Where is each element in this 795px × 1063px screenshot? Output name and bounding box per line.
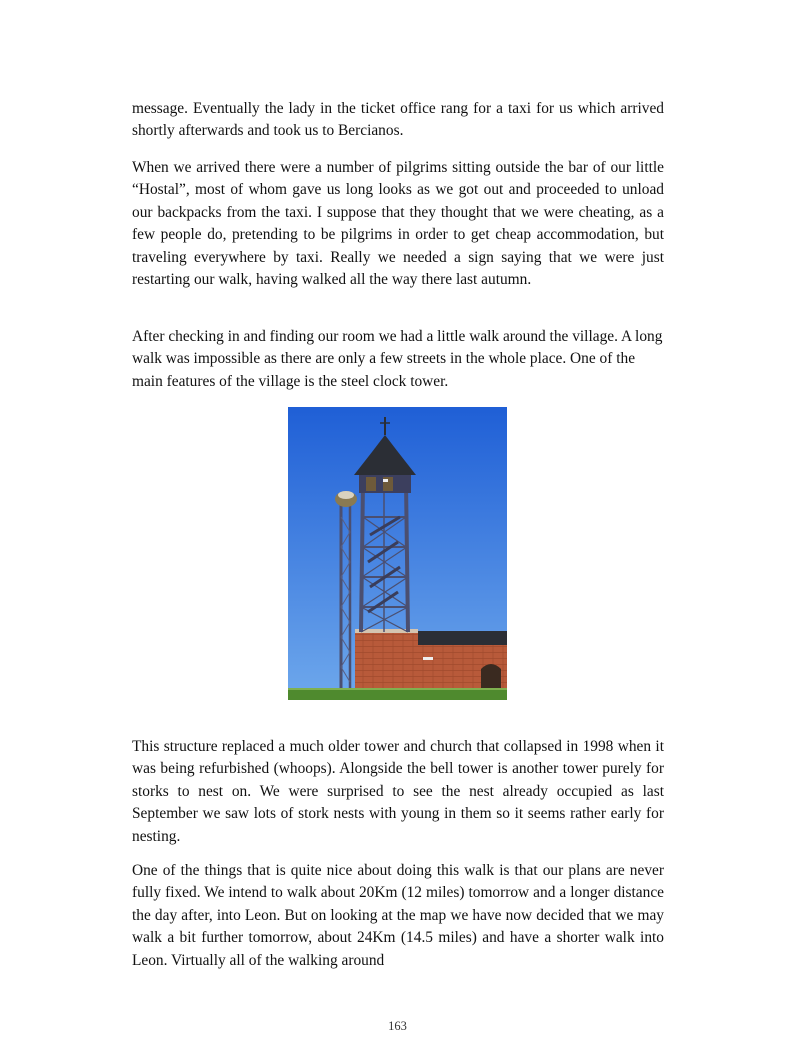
paragraph-2: When we arrived there were a number of pilgrims sitting outside the bar of our little “Hostal”, most of whom gave us long looks as we got out and proceeded to unload our backpacks from the taxi. I suppose that they thought that we were cheating, as a few people do, pretending to be pilgrims in order to get cheap accommodation, but traveling everywhere by taxi. Really we needed a sign saying that we were just restarting our walk, having walked all the way there last autumn. [132,159,664,289]
paragraph-3: After checking in and finding our room we had a little walk around the village. A long walk was impossible as there are only a few streets in the whole place. One of the main features of the village is the steel clock tower. [132,328,663,390]
paragraph-5: One of the things that is quite nice about doing this walk is that our plans are never fully fixed. We intend to walk about 20Km (12 miles) tomorrow and a longer distance the day after, into Leon. But on looking at the map we have now decided that we may walk a bit further tomorrow, about 24Km (14.5 miles) and have a shorter walk into Leon. Virtually all of the walking around [132,862,664,969]
clock-tower-photo [288,407,507,700]
tower-base [355,632,418,689]
paragraph-4: This structure replaced a much older tower and church that collapsed in 1998 when it was being refurbished (whoops). Alongside the bell tower is another tower purely for storks to nest on. We were surprised to see the nest already occupied as last September we saw lots of stork nests with young in them so it seems rather early for nesting. [132,738,664,845]
church-building [408,631,507,689]
paragraph-1: message. Eventually the lady in the ticket office rang for a taxi for us which arrived shortly afterwards and took us to Bercianos. [132,100,664,140]
page-number: 163 [388,1019,407,1033]
